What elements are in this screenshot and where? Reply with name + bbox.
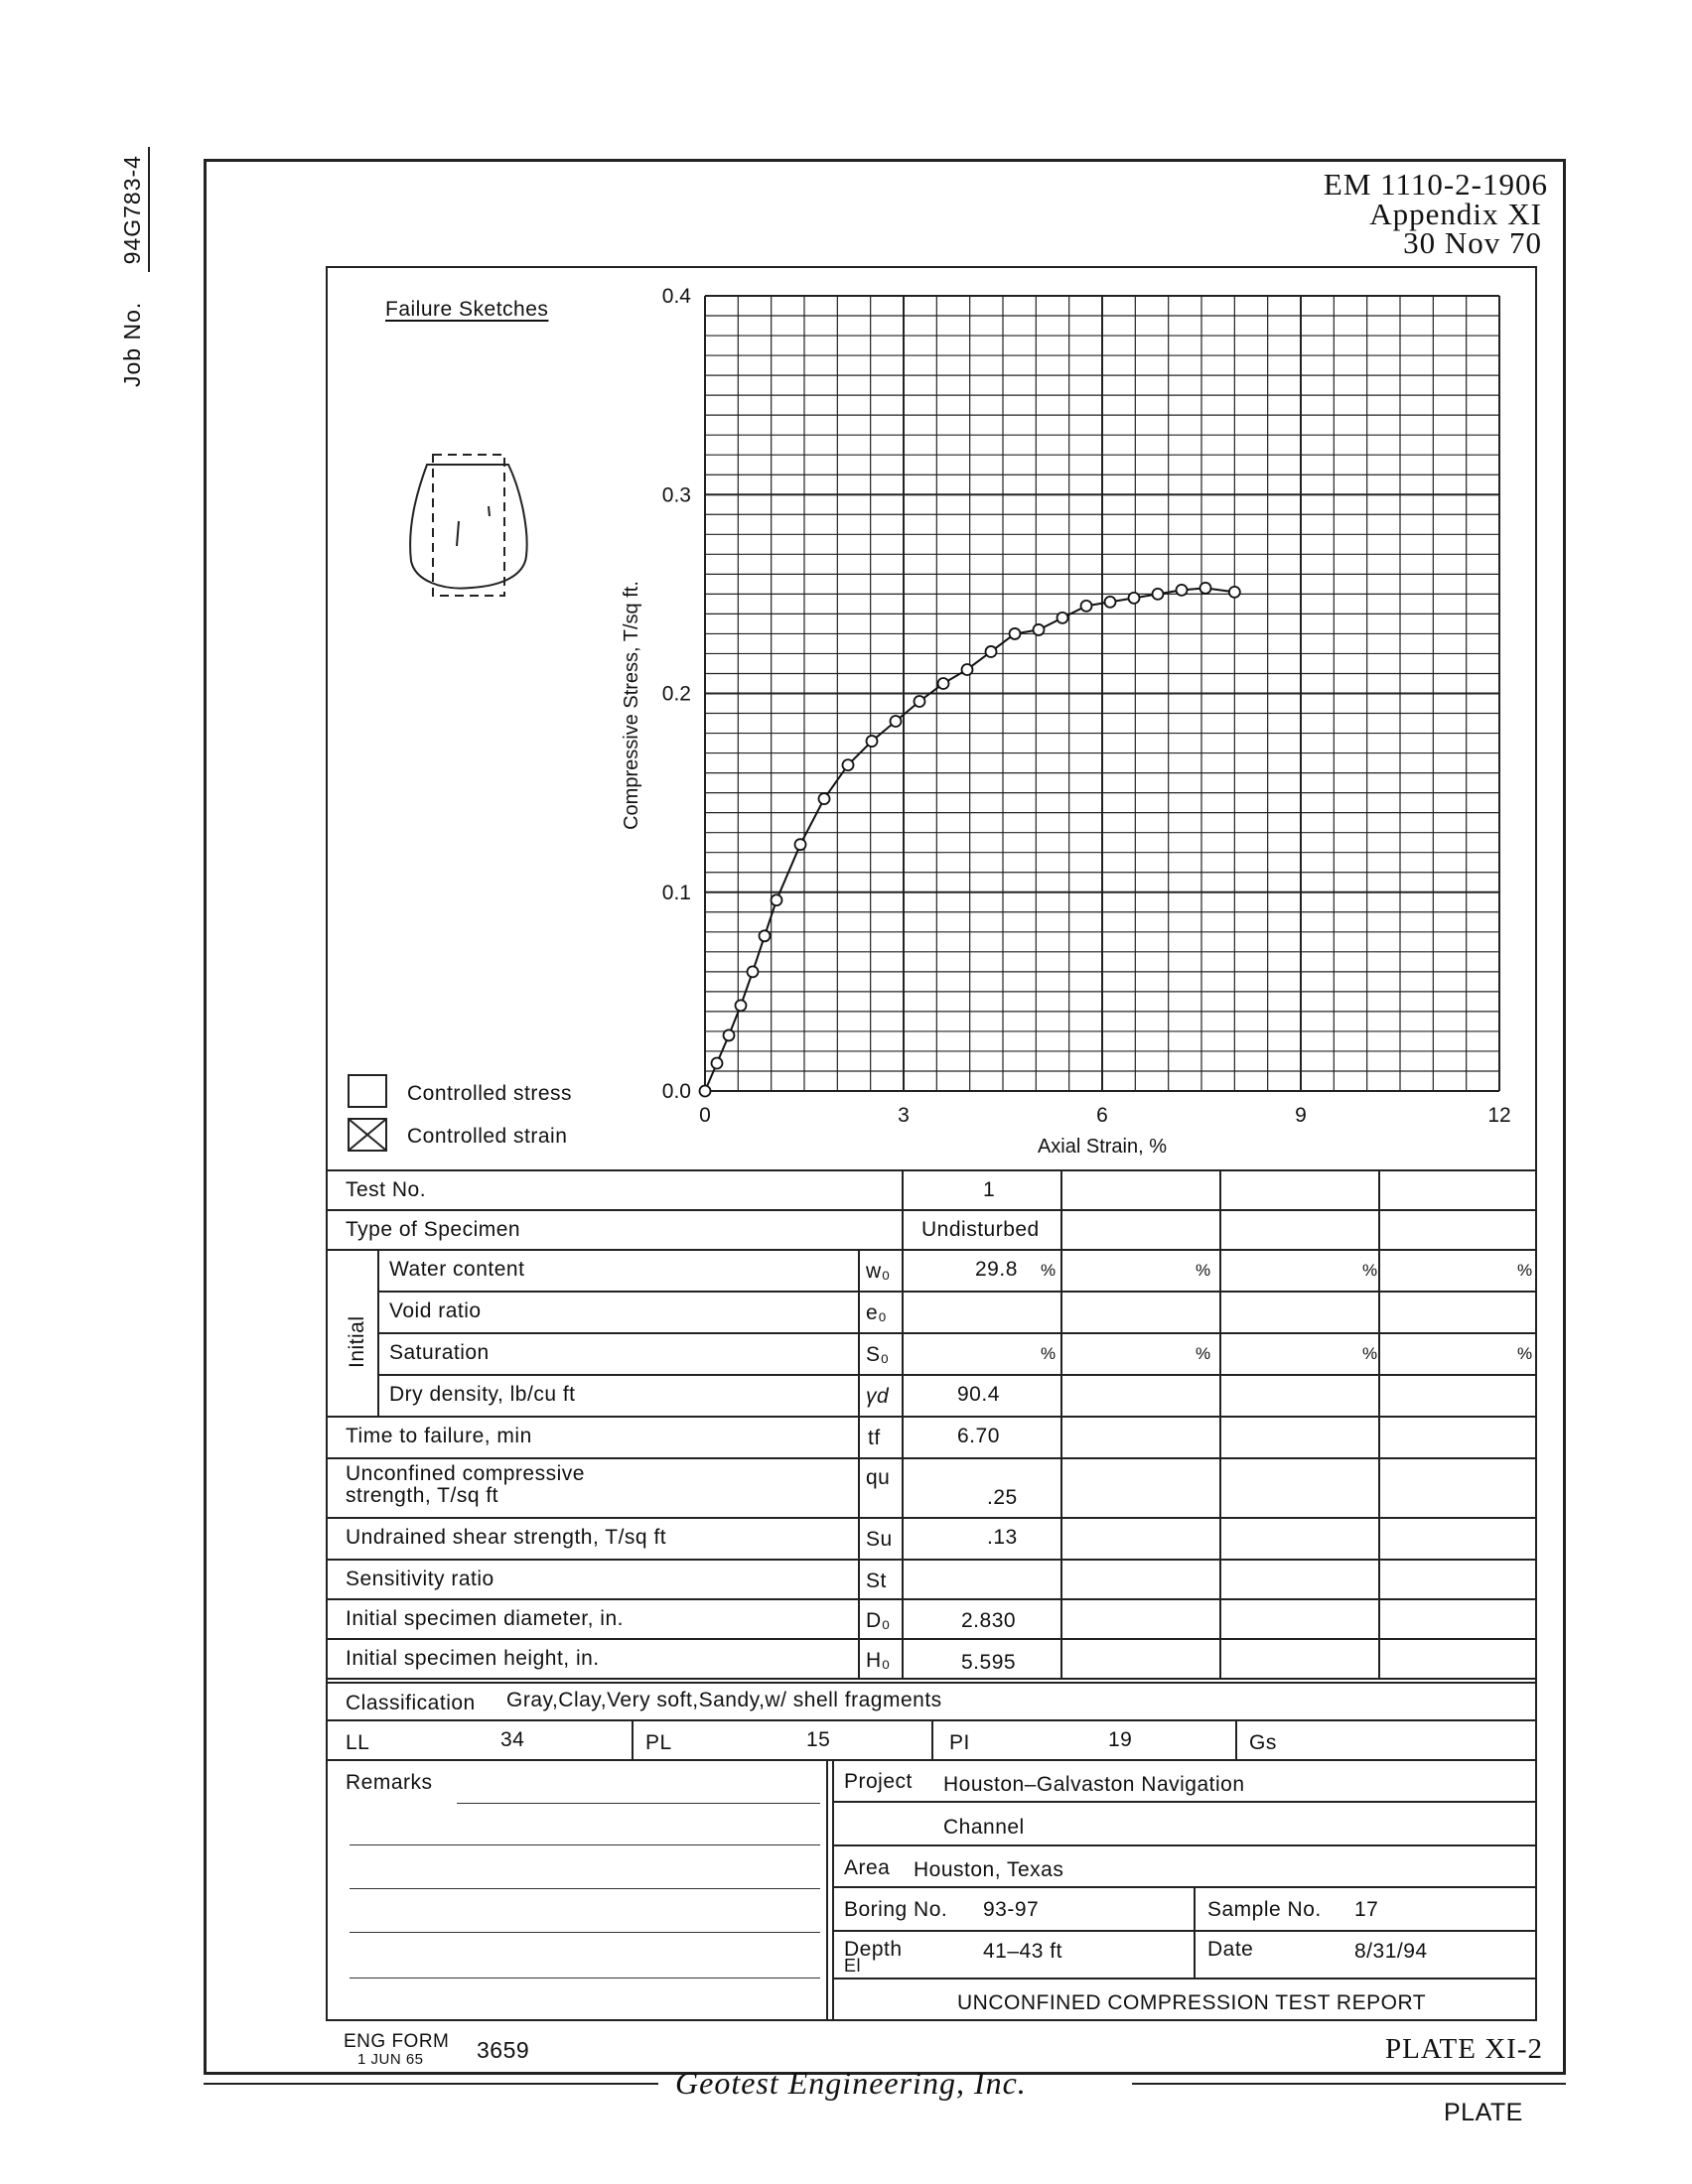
dry-density-label: Dry density, lb/cu ft — [389, 1383, 576, 1406]
job-number-label: Job No. — [119, 301, 145, 387]
pct-mark: % — [1041, 1344, 1057, 1363]
pi-value: 19 — [1108, 1728, 1133, 1751]
height-label: Initial specimen height, in. — [346, 1647, 600, 1670]
pct-mark: % — [1517, 1344, 1533, 1363]
col-line — [931, 1719, 933, 1759]
data-point — [748, 966, 759, 977]
col-line — [832, 1759, 834, 2021]
area-value: Houston, Texas — [914, 1858, 1064, 1881]
remarks-line — [457, 1803, 820, 1804]
project-value-1: Houston–Galvaston Navigation — [943, 1773, 1245, 1796]
boring-value: 93-97 — [983, 1898, 1040, 1921]
project-line — [832, 1844, 1537, 1846]
shear-value: .13 — [987, 1526, 1018, 1549]
ucs-label-1: Unconfined compressive — [346, 1462, 585, 1485]
data-point — [712, 1057, 723, 1068]
appendix-label: Appendix XI — [1369, 197, 1542, 231]
row-line — [377, 1291, 1537, 1293]
shear-label: Undrained shear strength, T/sq ft — [346, 1526, 667, 1549]
col-line — [1194, 1886, 1196, 1978]
remarks-line — [350, 1978, 820, 1979]
col-line — [377, 1249, 379, 1416]
controlled-stress-label: Controlled stress — [407, 1082, 573, 1105]
sample-label: Sample No. — [1207, 1898, 1322, 1921]
data-point — [962, 664, 973, 675]
data-point — [1010, 628, 1021, 639]
sensitivity-label: Sensitivity ratio — [346, 1568, 494, 1590]
row-line — [326, 1638, 1537, 1640]
eng-form-label: ENG FORM — [344, 2031, 450, 2052]
data-point — [986, 646, 997, 657]
saturation-symbol: S₀ — [866, 1343, 890, 1366]
remarks-label: Remarks — [346, 1771, 433, 1794]
plate-note: PLATE — [1444, 2099, 1523, 2126]
ucs-value: .25 — [987, 1486, 1018, 1509]
data-point — [938, 678, 949, 689]
data-point — [1177, 585, 1188, 596]
col-line — [1060, 1169, 1062, 1678]
sensitivity-symbol: St — [866, 1570, 887, 1592]
project-line — [832, 1886, 1537, 1888]
plate-label: PLATE XI-2 — [1384, 2033, 1543, 2065]
data-point — [1081, 601, 1092, 612]
height-symbol: H₀ — [866, 1649, 891, 1672]
eng-form-number: 3659 — [477, 2037, 530, 2063]
pct-mark: % — [1196, 1344, 1211, 1363]
job-number-value: 94G783-4 — [119, 147, 150, 272]
water-label: Water content — [389, 1258, 525, 1281]
remarks-line — [350, 1844, 820, 1845]
doc-date: 30 Nov 70 — [1403, 225, 1542, 260]
remarks-line — [350, 1888, 820, 1889]
classification-value: Gray,Clay,Very soft,Sandy,w/ shell fragments — [506, 1689, 942, 1711]
height-value: 5.595 — [961, 1651, 1017, 1674]
ll-value: 34 — [500, 1728, 525, 1751]
row-line — [326, 1169, 1537, 1171]
col-line — [1219, 1169, 1221, 1678]
x-tick-label: 9 — [1295, 1104, 1307, 1127]
row-line — [326, 1559, 1537, 1561]
data-point — [1058, 613, 1068, 623]
row-line — [326, 1249, 1537, 1251]
time-symbol: tf — [868, 1427, 881, 1449]
row-line — [326, 1209, 1537, 1211]
area-label: Area — [844, 1856, 891, 1879]
x-tick-label: 12 — [1487, 1104, 1511, 1127]
data-point — [736, 1000, 747, 1011]
pl-label: PL — [645, 1731, 672, 1754]
initial-label: Initial — [346, 1315, 368, 1368]
boring-label: Boring No. — [844, 1898, 948, 1921]
ucs-label-2: strength, T/sq ft — [346, 1484, 499, 1507]
data-point — [1153, 589, 1164, 600]
row-line — [326, 1416, 1537, 1418]
footer-rule-right — [1132, 2083, 1566, 2085]
col-line — [858, 1249, 860, 1678]
test-no-value: 1 — [983, 1178, 996, 1201]
pct-mark: % — [1362, 1261, 1378, 1280]
dry-density-value: 90.4 — [957, 1383, 1000, 1406]
row-line — [326, 1517, 1537, 1519]
data-point — [724, 1029, 735, 1040]
data-point — [772, 894, 782, 905]
depth-value: 41–43 ft — [983, 1940, 1062, 1963]
data-point — [1200, 583, 1211, 594]
void-label: Void ratio — [389, 1299, 482, 1322]
pct-mark: % — [1041, 1261, 1057, 1280]
col-line — [1378, 1169, 1380, 1678]
time-label: Time to failure, min — [346, 1425, 532, 1447]
data-point — [1129, 593, 1140, 604]
data-point — [1105, 597, 1116, 608]
data-point — [760, 930, 771, 941]
y-tick-label: 0.0 — [661, 1080, 691, 1103]
ll-label: LL — [346, 1731, 370, 1754]
shear-symbol: Su — [866, 1528, 893, 1551]
pct-mark: % — [1517, 1261, 1533, 1280]
depth-label: Depth — [844, 1938, 903, 1961]
pi-label: PI — [949, 1731, 970, 1754]
y-tick-label: 0.1 — [661, 881, 691, 904]
y-tick-label: 0.3 — [661, 483, 691, 507]
water-value: 29.8 — [975, 1258, 1018, 1281]
x-axis-label: Axial Strain, % — [1037, 1136, 1168, 1158]
data-point — [843, 759, 854, 770]
x-tick-label: 0 — [699, 1104, 711, 1127]
diameter-value: 2.830 — [961, 1609, 1017, 1632]
y-tick-label: 0.4 — [661, 285, 691, 308]
el-label: El — [844, 1956, 862, 1976]
y-tick-label: 0.2 — [661, 682, 691, 706]
pl-value: 15 — [806, 1728, 831, 1751]
row-line — [326, 1457, 1537, 1459]
project-line — [832, 1978, 1537, 1979]
row-line — [326, 1598, 1537, 1600]
data-point — [700, 1086, 711, 1097]
sample-value: 17 — [1354, 1898, 1379, 1921]
row-line — [377, 1332, 1537, 1334]
doc-number: EM 1110-2-1906 — [1323, 167, 1548, 202]
remarks-line — [350, 1932, 820, 1933]
failure-sketches-label: Failure Sketches — [385, 298, 549, 321]
saturation-label: Saturation — [389, 1341, 490, 1364]
row-line — [377, 1374, 1537, 1376]
footer-rule-left — [204, 2083, 658, 2085]
void-symbol: e₀ — [866, 1301, 888, 1324]
row-line — [326, 1759, 1537, 1761]
company-name: Geotest Engineering, Inc. — [675, 2065, 1027, 2101]
project-line — [832, 1801, 1537, 1803]
time-value: 6.70 — [957, 1425, 1000, 1447]
type-label: Type of Specimen — [346, 1218, 521, 1241]
eng-form-date: 1 JUN 65 — [357, 2051, 424, 2068]
data-point — [915, 696, 925, 707]
classification-label: Classification — [346, 1692, 476, 1714]
x-tick-label: 3 — [898, 1104, 910, 1127]
y-axis-label: Compressive Stress, T/sq ft. — [621, 581, 642, 830]
col-line — [902, 1169, 904, 1678]
pct-mark: % — [1362, 1344, 1378, 1363]
data-point — [819, 793, 830, 804]
report-title: UNCONFINED COMPRESSION TEST REPORT — [957, 1991, 1427, 2014]
test-no-label: Test No. — [346, 1178, 427, 1201]
data-point — [891, 716, 902, 727]
date-value: 8/31/94 — [1354, 1940, 1428, 1963]
data-point — [867, 736, 878, 747]
controlled-strain-label: Controlled strain — [407, 1125, 568, 1148]
data-point — [1229, 587, 1240, 598]
gs-label: Gs — [1249, 1731, 1277, 1754]
data-point — [795, 839, 806, 850]
project-value-2: Channel — [943, 1816, 1025, 1839]
ucs-symbol: qu — [866, 1466, 891, 1489]
type-value: Undisturbed — [921, 1218, 1040, 1241]
x-tick-label: 6 — [1096, 1104, 1108, 1127]
data-point — [1034, 624, 1045, 635]
water-symbol: w₀ — [866, 1260, 891, 1283]
project-line — [832, 1930, 1537, 1932]
diameter-label: Initial specimen diameter, in. — [346, 1607, 624, 1630]
project-label: Project — [844, 1770, 913, 1793]
date-label: Date — [1207, 1938, 1254, 1961]
col-line — [826, 1759, 828, 2021]
pct-mark: % — [1196, 1261, 1211, 1280]
dry-density-symbol: γd — [866, 1385, 890, 1408]
diameter-symbol: D₀ — [866, 1609, 891, 1632]
row-line — [326, 1678, 1537, 1680]
row-line — [326, 1682, 1537, 1684]
col-line — [632, 1719, 634, 1759]
col-line — [1235, 1719, 1237, 1759]
